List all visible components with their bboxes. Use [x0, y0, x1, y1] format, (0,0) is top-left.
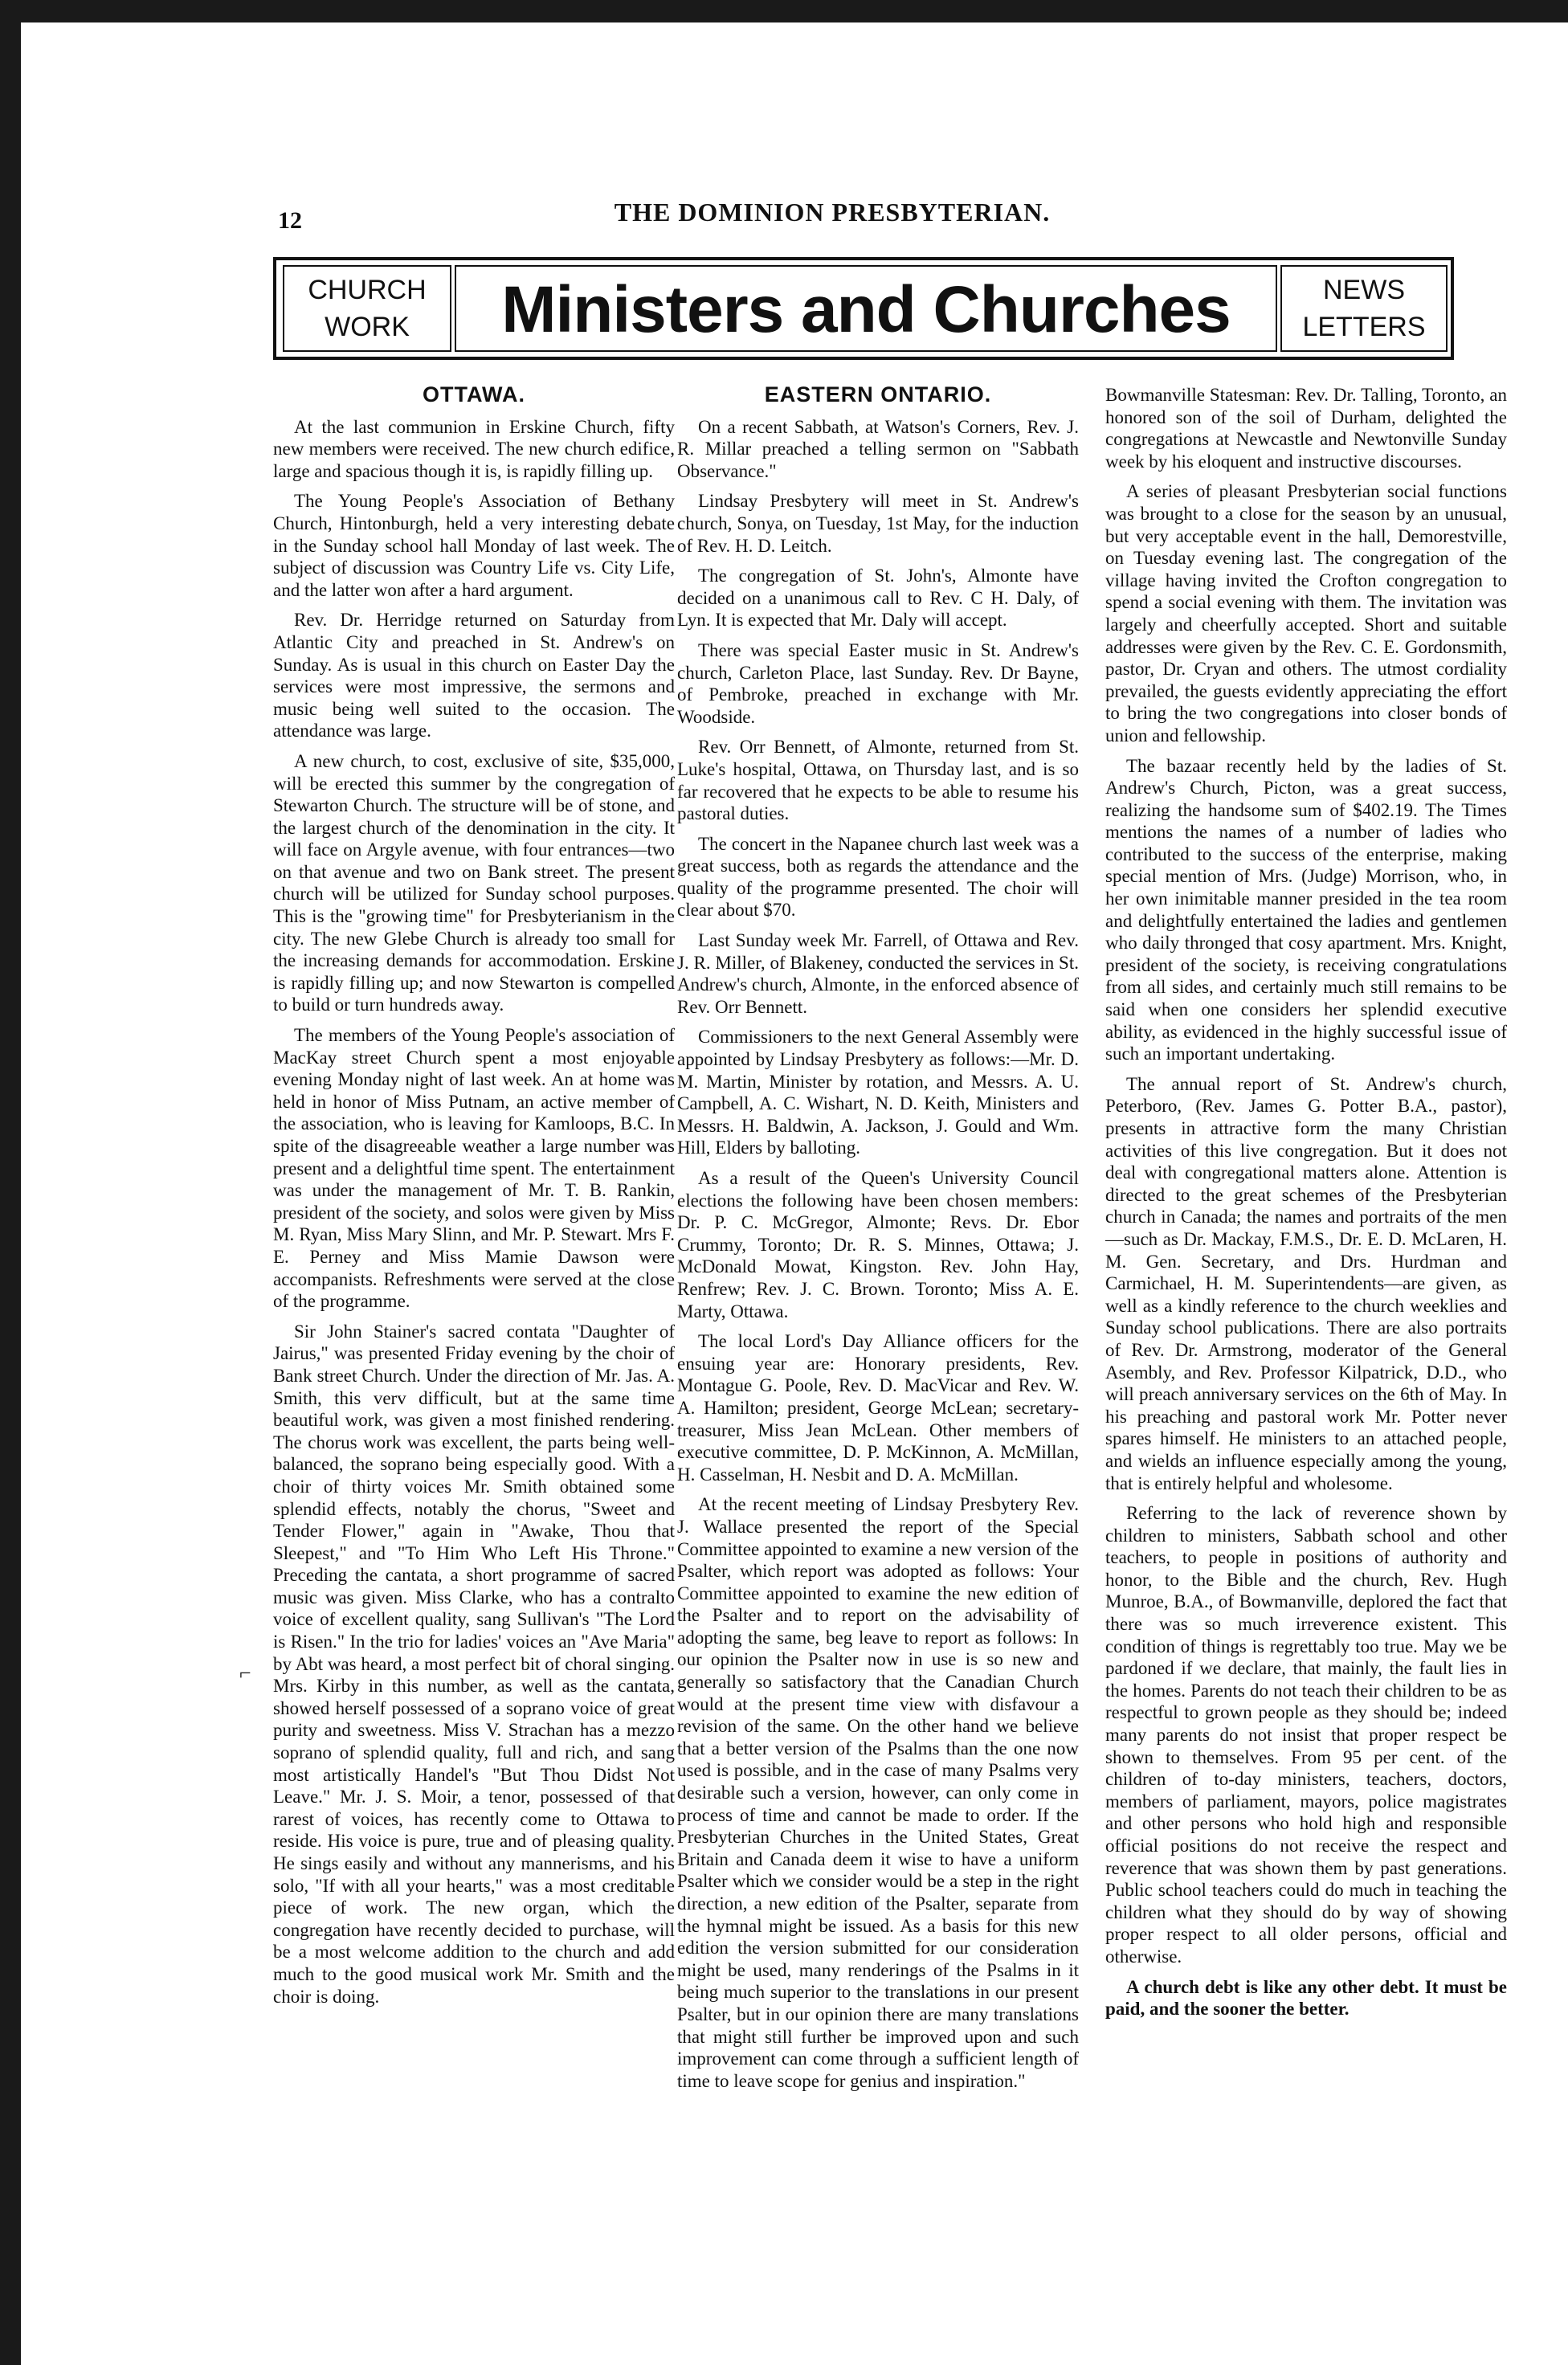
scan-border-top — [0, 0, 1568, 22]
article-paragraph: The concert in the Napanee church last week was a great success, both as regards the attendance and the quality of the programme presented. The choir will clear about $70. — [677, 833, 1079, 921]
article-paragraph: The congregation of St. John's, Almonte have decided on a unanimous call to Rev. C H. Daly, of Lyn. It is expected that Mr. Daly will accept. — [677, 566, 1079, 631]
section-banner — [273, 257, 1454, 360]
article-paragraph: The members of the Young People's association of MacKay street Church spent a most enjoyable evening Monday night of last week. An at home was held in honor of Miss Putnam, an active member of the association, who is leaving for Kamloops, B.C. In spite of the disagreeable weather a large number was present and a delightful time spent. The entertainment was under the management of Mr. T. B. Rankin, president of the society, and solos were given by Miss M. Ryan, Miss Mary Slinn, and Mr. P. Stewart. Mrs F. E. Perney and Miss Mamie Dawson were accompanists. Refreshments were served at the close of the programme. — [273, 1025, 675, 1312]
margin-mark: ⌐ — [239, 1661, 251, 1685]
article-paragraph: Sir John Stainer's sacred contata "Daughter of Jairus," was presented Friday evening by the choir of Bank street Church. Under the direction of Mr. Jas. A. Smith, this verv difficult, but at the same time beautiful work, was given a most finished rendering. The chorus work was excellent, the parts being well-balanced, the soprano being especially good. With a choir of thirty voices Mr. Smith obtained some splendid effects, notably the chorus, "Sweet and Tender Flower," again in "Awake, Thou that Sleepest," and "To Him Who Left His Throne." Preceding the cantata, a short programme of sacred music was given. Miss Clarke, who has a contralto voice of excellent quality, sang Sullivan's "The Lord is Risen." In the trio for ladies' voices an "Ave Maria" by Abt was heard, a most perfect bit of choral singing. Mrs. Kirby in this number, as well as the cantata, showed herself possessed of a soprano voice of great purity and sweetness. Miss V. Strachan has a mezzo soprano of splendid quality, full and rich, and sang most artistically Handel's "But Thou Didst Not Leave." Mr. J. S. Moir, a tenor, possessed of that rarest of voices, has recently come to Ottawa to reside. His voice is pure, true and of pleasing quality. He sings easily and without any mannerisms, and his solo, "If with all your hearts," was a most creditable piece of work. The new organ, which the congregation have recently decided to purchase, will be a most welcome addition to the church and add much to the good musical work Mr. Smith and the choir is doing. — [273, 1321, 675, 2007]
banner-right-line-1: NEWS — [1323, 275, 1405, 305]
article-paragraph: As a result of the Queen's University Council elections the following have been chosen members: Dr. P. C. McGregor, Almonte; Revs. Dr. Ebor Crummy, Toronto; Dr. R. S. Minnes, Ottawa; J. McDonald Mowat, Kingston. Rev. John Hay, Renfrew; Rev. J. C. Brown. Toronto; Miss A. E. Marty, Ottawa. — [677, 1168, 1079, 1321]
article-paragraph: The annual report of St. Andrew's church, Peterboro, (Rev. James G. Potter B.A., pastor), presents in attractive form the many Christian activities of this live congregation. But it does not deal with congregational matters alone. Attention is directed to the great schemes of the Presbyterian church in Canada; the names and portraits of the men—such as Dr. Mackay, F.M.S., Dr. E. D. McLaren, H. M. Gen. Secretary, and Drs. Hurdman and Carmichael, H. M. Superintendents—are given, as well as a kindly reference to the church weeklies and Sunday school publications. There are also portraits of Rev. Dr. Armstrong, moderator of the General Asembly, and Rev. Professor Kilpatrick, D.D., who will preach anniversary services on the 6th of May. In his preaching and pastoral work Mr. Potter never spares himself. He ministers to an attached people, and wields an influence especially among the young, that is entirely helpful and wholesome. — [1105, 1073, 1507, 1493]
banner-right-line-2: LETTERS — [1302, 312, 1426, 342]
article-paragraph: The Young People's Association of Bethany Church, Hintonburgh, held a very interesting debate in the Sunday school hall Monday of last week. The subject of discussion was Country Life vs. City Life, and the latter won after a hard argument. — [273, 491, 675, 600]
article-paragraph: At the last communion in Erskine Church, fifty new members were received. The new church edifice, large and spacious though it is, is rapidly filling up. — [273, 416, 675, 481]
banner-left-line-2: WORK — [325, 312, 410, 342]
page-number: 12 — [278, 207, 302, 234]
column-heading: EASTERN ONTARIO. — [764, 382, 992, 406]
article-paragraph: There was special Easter music in St. Andrew's church, Carleton Place, last Sunday. Rev. Dr Bayne, of Pembroke, preached in exchange with Mr. Woodside. — [677, 639, 1079, 727]
article-paragraph: Referring to the lack of reverence shown by children to ministers, Sabbath school and other teachers, to people in positions of authority and honor, to the Bible and the church, Rev. Hugh Munroe, B.A., of Bowmanville, deplored the fact that there was so much irreverence existent. This condition of things is regrettably too true. May we be pardoned if we declare, that mainly, the fault lies in the homes. Parents do not teach their children to be as respectful to grown people as they should be; indeed many parents do not insist that proper respect be shown to themselves. From 95 per cent. of the children of to-day ministers, teachers, doctors, members of parliament, mayors, police magistrates and other persons who hold high and responsible official positions do not receive the respect and reverence that was shown them by past generations. Public school teachers could do much in teaching the children what they should do by way of showing proper respect to all older persons, official and otherwise. — [1105, 1503, 1507, 1967]
section-title: Ministers and Churches — [455, 265, 1277, 352]
closing-note: A church debt is like any other debt. It must be paid, and the sooner the better. — [1105, 1976, 1507, 2020]
banner-right-box — [1280, 265, 1448, 352]
article-paragraph: The bazaar recently held by the ladies of St. Andrew's Church, Picton, was a great success, realizing the handsome sum of $402.19. The Times mentions the names of a number of ladies who contributed to the success of the enterprise, making special mention of Mrs. (Judge) Morrison, who, in her own inimitable manner presided in the tea room and delightfully entertained the ladies and gentlemen who daily thronged that cosy apartment. Mrs. Knight, president of the society, is receiving congratulations from all sides, and certainly much still remains to be said when one considers her splendid executive ability, as evidenced in the highly successful issue of such an important undertaking. — [1105, 755, 1507, 1064]
banner-left-box — [283, 265, 451, 352]
column-3 — [1105, 384, 1507, 2028]
article-paragraph: Rev. Orr Bennett, of Almonte, returned from St. Luke's hospital, Ottawa, on Thursday last, and is so far recovered that he expects to be able to resume his pastoral duties. — [677, 737, 1079, 824]
article-paragraph: The local Lord's Day Alliance officers for the ensuing year are: Honorary presidents, Rev. Montague G. Poole, Rev. D. MacVicar and Rev. W. A. Hamilton; president, George McLean; secretary-treasurer, Miss Jean McLean. Other members of executive committee, D. P. McKinnon, A. McMillan, H. Casselman, H. Nesbit and D. A. McMillan. — [677, 1331, 1079, 1485]
article-paragraph: Lindsay Presbytery will meet in St. Andrew's church, Sonya, on Tuesday, 1st May, for the induction of Rev. H. D. Leitch. — [677, 491, 1079, 556]
running-head: THE DOMINION PRESBYTERIAN. — [614, 198, 1051, 227]
article-paragraph: Bowmanville Statesman: Rev. Dr. Talling, Toronto, an honored son of the soil of Durham, delighted the congregations at Newcastle and Newtonville Sunday week by his eloquent and instructive discourses. — [1105, 385, 1507, 472]
article-paragraph: Commissioners to the next General Assembly were appointed by Lindsay Presbytery as follows:—Mr. D. M. Martin, Minister by rotation, and Messrs. A. U. Campbell, A. C. Wishart, N. D. Keith, Ministers and Messrs. H. Baldwin, A. Jackson, J. Gould and Wm. Hill, Elders by balloting. — [677, 1027, 1079, 1158]
scan-border-left — [0, 0, 21, 2365]
article-paragraph: Rev. Dr. Herridge returned on Saturday from Atlantic City and preached in St. Andrew's on Sunday. As is usual in this church on Easter Day the services were most impressive, the sermons and music being well suited to the occasion. The attendance was large. — [273, 610, 675, 741]
column-1 — [273, 384, 675, 2016]
column-heading: OTTAWA. — [423, 382, 525, 406]
article-paragraph: On a recent Sabbath, at Watson's Corners, Rev. J. R. Millar preached a telling sermon on "Sabbath Observance." — [677, 416, 1079, 481]
column-2 — [677, 384, 1079, 2100]
article-paragraph: A new church, to cost, exclusive of site, $35,000, will be erected this summer by the congregation of Stewarton Church. The structure will be of stone, and the largest church of the denomination in the city. It will face on Argyle avenue, with four entrances—two on that avenue and two on Bank street. The present church will be utilized for Sunday school purposes. This is the "growing time" for Presbyterianism in the city. The new Glebe Church is already too small for the increasing demands for accommodation. Erskine is rapidly filling up; and now Stewarton is compelled to build or turn hundreds away. — [273, 750, 675, 1015]
banner-left-line-1: CHURCH — [308, 275, 427, 305]
article-paragraph: Last Sunday week Mr. Farrell, of Ottawa and Rev. J. R. Miller, of Blakeney, conducted the services in St. Andrew's church, Almonte, in the enforced absence of Rev. Orr Bennett. — [677, 930, 1079, 1017]
article-paragraph: At the recent meeting of Lindsay Presbytery Rev. J. Wallace presented the report of the Special Committee appointed to examine a new version of the Psalter, which report was adopted as follows: Your Committee appointed to examine the new edition of the Psalter and to report on the advisability of adopting the same, beg leave to report as follows: In our opinion the Psalter now in use is so new and generally so satisfactory that the Canadian Church would at the present time view with disfavour a revision of the same. On the other hand we believe that a better version of the Psalms than the one now used is possible, and in the case of many Psalms very desirable such a version, however, can only come in process of time and cannot be made to order. If the Presbyterian Churches in the United States, Great Britain and Canada deem it wise to have a uniform Psalter which we consider would be a step in the right direction, a new edition of the Psalter, separate from the hymnal might be issued. As a basis for this new edition the version submitted for our consideration might be used, many renderings of the Psalms in it being much superior to the translations in our present Psalter, but in our opinion there are many translations that might still further be improved upon and such improvement can come through a sufficient length of time to leave scope for genius and inspiration." — [677, 1494, 1079, 2091]
article-paragraph: A series of pleasant Presbyterian social functions was brought to a close for the season by an unusual, but very acceptable event in the hall, Demorestville, on Tuesday evening last. The congregation of the village having invited the Crofton congregation to spend a social evening with them. The invitation was largely and cheerfully accepted. Short and suitable addresses were given by the Rev. C. E. Gordonsmith, pastor, Dr. Cryan and others. The utmost cordiality prevailed, the guests evidently appreciating the effort to bring the two congregations into closer bonds of union and fellowship. — [1105, 481, 1507, 745]
